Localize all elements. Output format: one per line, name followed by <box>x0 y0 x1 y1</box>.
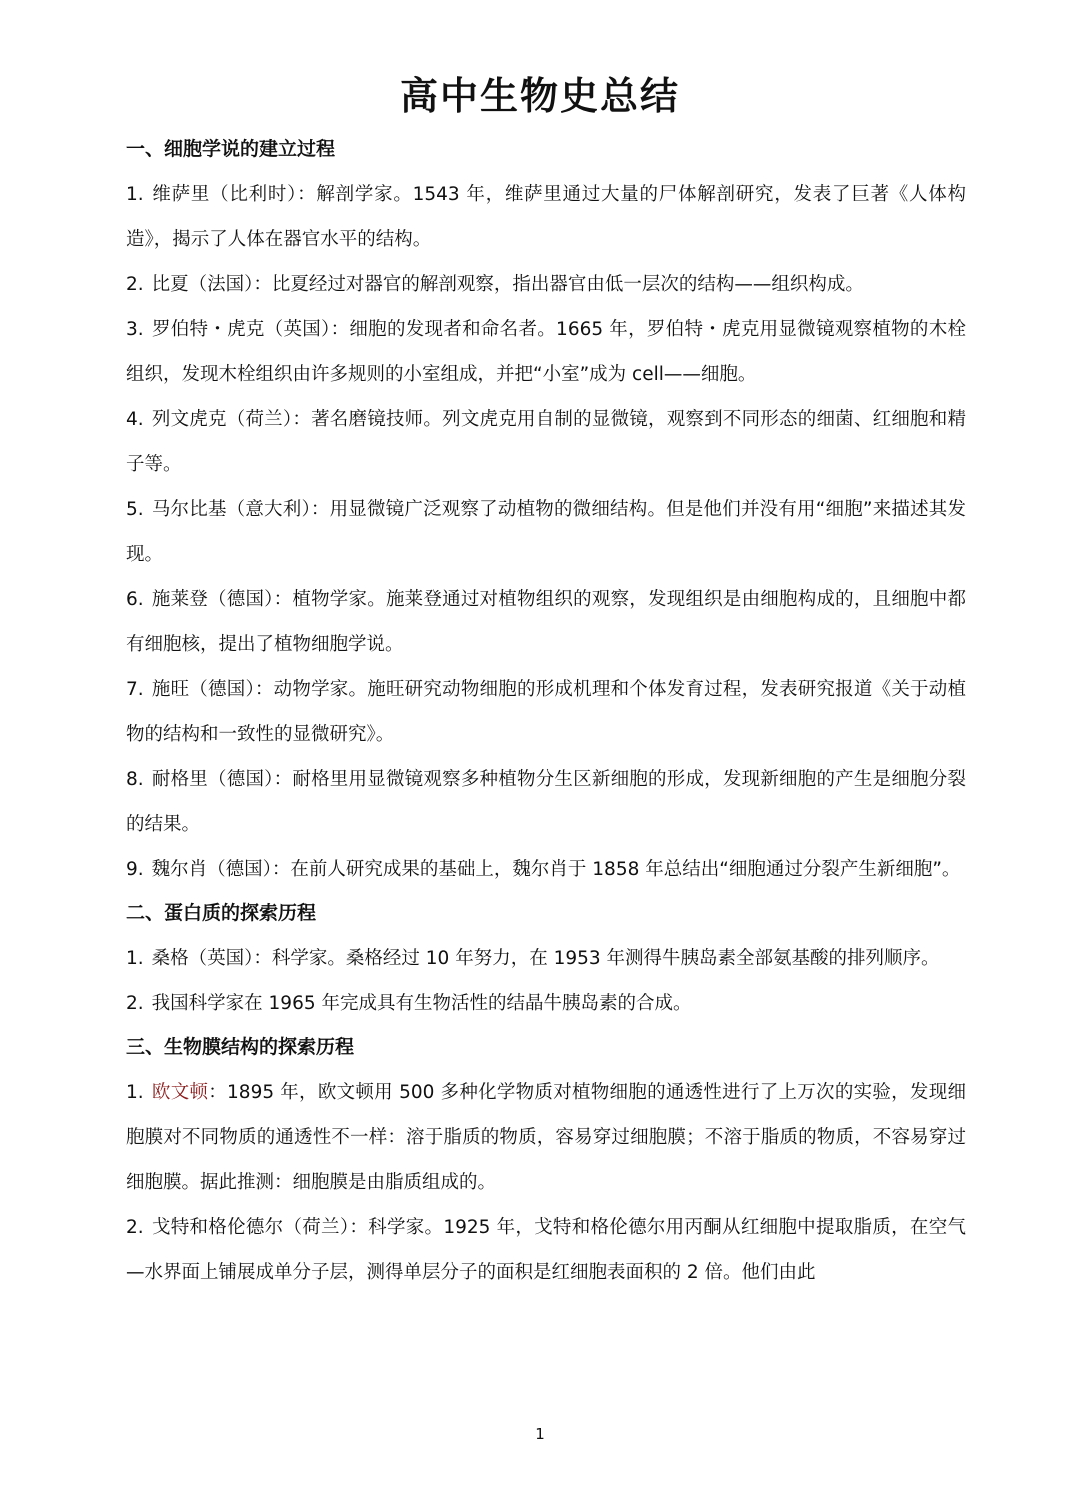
item-number: 1. <box>126 184 144 205</box>
item-number: 7. <box>126 679 144 700</box>
item-number: 1. <box>126 948 144 969</box>
list-item <box>126 1205 966 1295</box>
document-body <box>126 128 966 1295</box>
item-number: 2. <box>126 274 144 295</box>
list-item <box>126 172 966 262</box>
list-item <box>126 397 966 487</box>
item-text: 魏尔肖（德国）：在前人研究成果的基础上，魏尔肖于 1858 年总结出“细胞通过分裂产生新细胞”。 <box>151 859 961 880</box>
item-text: 桑格（英国）：科学家。桑格经过 10 年努力，在 1953 年测得牛胰岛素全部氨基酸的排列顺序。 <box>151 948 940 969</box>
section-heading: 二、蛋白质的探索历程 <box>126 902 317 924</box>
section-heading: 三、生物膜结构的探索历程 <box>126 1036 355 1058</box>
item-text: 施旺（德国）：动物学家。施旺研究动物细胞的形成机理和个体发育过程，发表研究报道《关于动植物的结构和一致性的显微研究》。 <box>126 679 966 745</box>
item-text: 罗伯特・虎克（英国）：细胞的发现者和命名者。1665 年，罗伯特・虎克用显微镜观察植物的木栓组织，发现木栓组织由许多规则的小室组成，并把“小室”成为 cell——细胞。 <box>126 319 966 385</box>
list-item <box>126 936 966 981</box>
item-text: 比夏（法国）：比夏经过对器官的解剖观察，指出器官由低一层次的结构——组织构成。 <box>151 274 864 295</box>
item-text: 列文虎克（荷兰）：著名磨镜技师。列文虎克用自制的显微镜，观察到不同形态的细菌、红细胞和精子等。 <box>126 409 966 475</box>
section-biomembrane <box>126 1028 966 1295</box>
item-number: 2. <box>126 993 144 1014</box>
item-text: 我国科学家在 1965 年完成具有生物活性的结晶牛胰岛素的合成。 <box>151 993 692 1014</box>
item-text: 维萨里（比利时）：解剖学家。1543 年，维萨里通过大量的尸体解剖研究，发表了巨著《人体构造》，揭示了人体在器官水平的结构。 <box>126 184 966 250</box>
item-number: 3. <box>126 319 144 340</box>
item-number: 8. <box>126 769 144 790</box>
item-text: 施莱登（德国）：植物学家。施莱登通过对植物组织的观察，发现组织是由细胞构成的，且细胞中都有细胞核，提出了植物细胞学说。 <box>126 589 966 655</box>
item-number: 9. <box>126 859 144 880</box>
list-item <box>126 307 966 397</box>
list-item <box>126 981 966 1026</box>
section-cell-theory <box>126 130 966 892</box>
item-number: 1. <box>126 1082 144 1103</box>
item-text: 马尔比基（意大利）：用显微镜广泛观察了动植物的微细结构。但是他们并没有用“细胞”来描述其发现。 <box>126 499 966 565</box>
list-item <box>126 667 966 757</box>
item-text: 耐格里（德国）：耐格里用显微镜观察多种植物分生区新细胞的形成，发现新细胞的产生是细胞分裂的结果。 <box>126 769 966 835</box>
item-text: ：1895 年，欧文顿用 500 多种化学物质对植物细胞的通透性进行了上万次的实验，发现细胞膜对不同物质的通透性不一样：溶于脂质的物质，容易穿过细胞膜；不溶于脂质的物质，不容易穿过细胞膜。据此推测：细胞膜是由脂质组成的。 <box>126 1082 966 1193</box>
list-item <box>126 847 966 892</box>
highlighted-name: 欧文顿 <box>151 1082 209 1103</box>
list-item <box>126 1070 966 1205</box>
item-text: 戈特和格伦德尔（荷兰）：科学家。1925 年，戈特和格伦德尔用丙酮从红细胞中提取脂质，在空气—水界面上铺展成单分子层，测得单层分子的面积是红细胞表面积的 2 倍。他们由此 <box>126 1217 966 1283</box>
page-title: 高中生物史总结 <box>399 74 680 118</box>
item-number: 6. <box>126 589 144 610</box>
item-number: 5. <box>126 499 144 520</box>
item-number: 4. <box>126 409 144 430</box>
section-heading: 一、细胞学说的建立过程 <box>126 138 336 160</box>
list-item <box>126 757 966 847</box>
page-number: 1 <box>535 1425 545 1443</box>
list-item <box>126 487 966 577</box>
list-item <box>126 577 966 667</box>
section-protein <box>126 894 966 1026</box>
list-item <box>126 262 966 307</box>
item-number: 2. <box>126 1217 144 1238</box>
